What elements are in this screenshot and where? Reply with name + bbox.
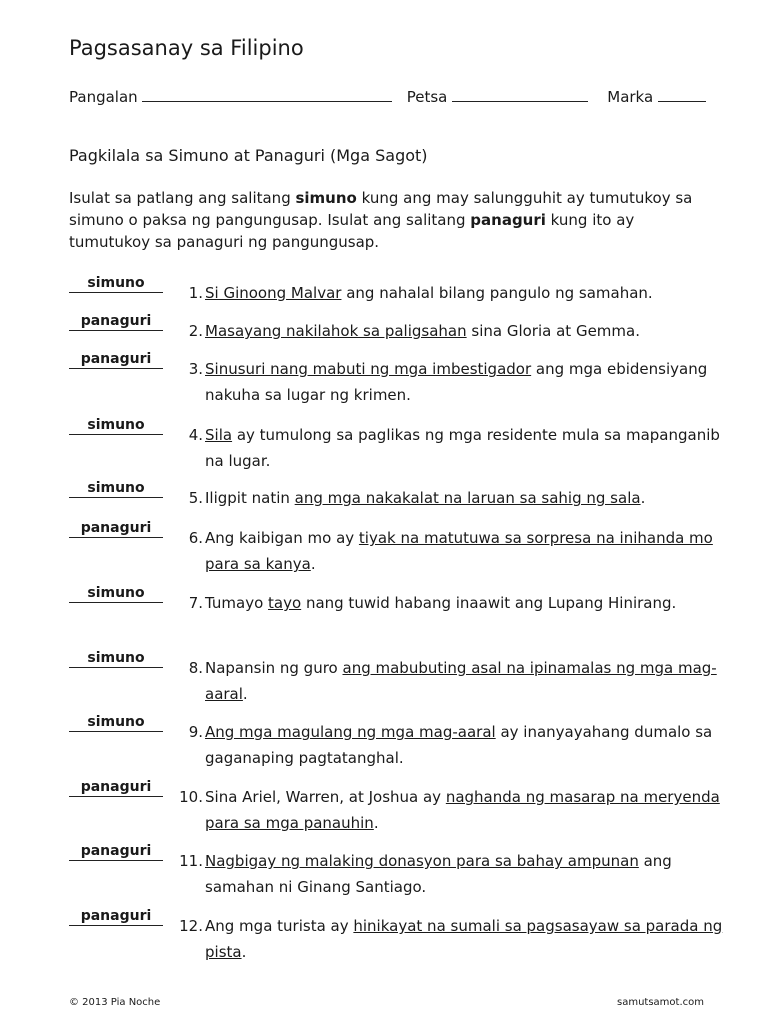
item-number: 8. (188, 659, 203, 677)
item-number: 1. (188, 284, 203, 302)
item-sentence: Ang kaibigan mo ay tiyak na matutuwa sa sorpresa na inihanda mo para sa kanya. (205, 529, 713, 573)
item-sentence: Napansin ng guro ang mabubuting asal na ipinamalas ng mga mag-aaral. (205, 659, 717, 703)
answer-blank[interactable]: simuno (69, 274, 163, 293)
answer-blank[interactable]: panaguri (69, 312, 163, 331)
item-number: 7. (188, 594, 203, 612)
answer-blank[interactable]: simuno (69, 713, 163, 732)
underlined-phrase: ang mabubuting asal na ipinamalas ng mga mag-aaral (205, 659, 717, 703)
item-number: 10. (179, 788, 203, 806)
item-sentence: Tumayo tayo nang tuwid habang inaawit ang Lupang Hinirang. (205, 594, 677, 612)
answer-blank[interactable]: simuno (69, 584, 163, 603)
item-number: 9. (188, 723, 203, 741)
score-blank[interactable] (658, 87, 706, 102)
item-number: 6. (188, 529, 203, 547)
date-label: Petsa (406, 88, 448, 106)
page-title: Pagsasanay sa Filipino (69, 36, 304, 60)
underlined-phrase: tiyak na matutuwa sa sorpresa na inihanda mo para sa kanya (205, 529, 713, 573)
item-number: 11. (179, 852, 203, 870)
answer-blank[interactable]: panaguri (69, 778, 163, 797)
item-sentence: Masayang nakilahok sa paligsahan sina Gloria at Gemma. (205, 322, 640, 340)
answer-blank[interactable]: panaguri (69, 350, 163, 369)
underlined-phrase: Sinusuri nang mabuti ng mga imbestigador (205, 360, 532, 378)
keyword-simuno: simuno (295, 189, 357, 207)
score-label: Marka (607, 88, 654, 106)
underlined-phrase: naghanda ng masarap na meryenda para sa mga panauhin (205, 788, 720, 832)
item-sentence: Nagbigay ng malaking donasyon para sa bahay ampunan ang samahan ni Ginang Santiago. (205, 852, 672, 896)
item-sentence: Ang mga turista ay hinikayat na sumali sa pagsasayaw sa parada ng pista. (205, 917, 723, 961)
item-sentence: Iligpit natin ang mga nakakalat na laruan sa sahig ng sala. (205, 489, 646, 507)
item-sentence: Sina Ariel, Warren, at Joshua ay naghanda ng masarap na meryenda para sa mga panauhin. (205, 788, 720, 832)
answer-blank[interactable]: simuno (69, 649, 163, 668)
section-title: Pagkilala sa Simuno at Panaguri (Mga Sagot) (69, 146, 428, 165)
answer-blank[interactable]: panaguri (69, 519, 163, 538)
student-info-line (69, 87, 729, 106)
copyright-text: © 2013 Pia Noche (69, 997, 161, 1008)
underlined-phrase: Sila (205, 426, 233, 444)
answer-blank[interactable]: panaguri (69, 907, 163, 926)
instructions: Isulat sa patlang ang salitang simuno kung ang may salungguhit ay tumutukoy sa simuno o paksa ng pangungusap. Isulat ang salitang panaguri kung ito ay tumutukoy sa panaguri ng pangungusap. (69, 189, 693, 251)
item-number: 2. (188, 322, 203, 340)
item-number: 3. (188, 360, 203, 378)
answer-blank[interactable]: simuno (69, 479, 163, 498)
date-blank[interactable] (452, 87, 588, 102)
name-label: Pangalan (69, 88, 138, 106)
underlined-phrase: hinikayat na sumali sa pagsasayaw sa parada ng pista (205, 917, 723, 961)
underlined-phrase: Nagbigay ng malaking donasyon para sa bahay ampunan (205, 852, 639, 870)
site-text: samutsamot.com (617, 997, 704, 1008)
item-number: 5. (188, 489, 203, 507)
underlined-phrase: Masayang nakilahok sa paligsahan (205, 322, 467, 340)
answer-blank[interactable]: panaguri (69, 842, 163, 861)
item-sentence: Si Ginoong Malvar ang nahalal bilang pangulo ng samahan. (205, 284, 653, 302)
keyword-panaguri: panaguri (470, 211, 546, 229)
answer-blank[interactable]: simuno (69, 416, 163, 435)
item-number: 12. (179, 917, 203, 935)
name-blank[interactable] (142, 87, 392, 102)
underlined-phrase: Si Ginoong Malvar (205, 284, 342, 302)
underlined-phrase: tayo (268, 594, 302, 612)
item-sentence: Ang mga magulang ng mga mag-aaral ay inanyayahang dumalo sa gaganaping pagtatanghal. (205, 723, 713, 767)
item-number: 4. (188, 426, 203, 444)
item-sentence: Sinusuri nang mabuti ng mga imbestigador ang mga ebidensiyang nakuha sa lugar ng krimen. (205, 360, 708, 404)
underlined-phrase: Ang mga magulang ng mga mag-aaral (205, 723, 496, 741)
item-sentence: Sila ay tumulong sa paglikas ng mga residente mula sa mapanganib na lugar. (205, 426, 720, 470)
underlined-phrase: ang mga nakakalat na laruan sa sahig ng sala (294, 489, 641, 507)
